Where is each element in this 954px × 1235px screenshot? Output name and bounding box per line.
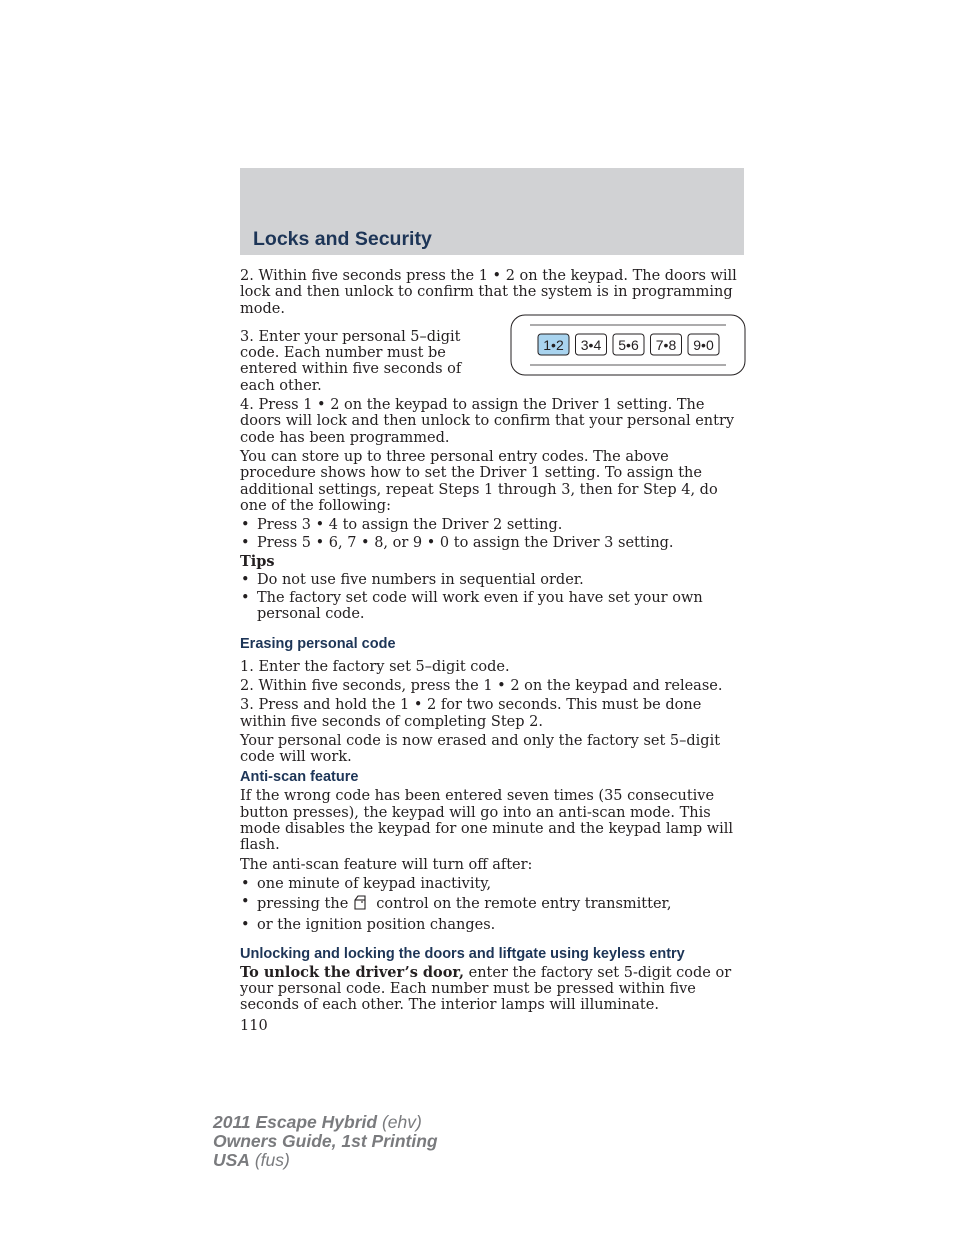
section-title: Locks and Security [253, 228, 432, 250]
keypad-key-label: 1•2 [543, 336, 564, 353]
keypad-keys [538, 334, 719, 355]
list-item: • one minute of keypad inactivity, [241, 875, 492, 892]
erase-step-1: 1. Enter the factory set 5–digit code. [240, 658, 510, 675]
keypad-key-label: 5•6 [618, 336, 639, 353]
antiscan-heading: Anti-scan feature [240, 769, 359, 786]
unlock-heading: Unlocking and locking the doors and liftgate using keyless entry [240, 945, 685, 962]
tips-list [240, 572, 744, 623]
store-codes-paragraph: You can store up to three personal entry codes. The above procedure shows how to set the Driver 1 setting. To assign the additional settings, repeat Steps 1 through 3, then for Step 4, do one of the following: [240, 448, 718, 514]
erase-step-3: 3. Press and hold the 1 • 2 for two seconds. This must be done within five seconds of completing Step 2. [240, 697, 702, 730]
page-number: 110 [240, 1017, 268, 1034]
list-item: • Press 3 • 4 to assign the Driver 2 setting. [241, 517, 563, 534]
footer-edition [213, 1113, 438, 1170]
footer-line-1: 2011 Escape Hybrid (ehv) [213, 1112, 422, 1132]
antiscan-off-intro: The anti-scan feature will turn off after: [240, 856, 533, 873]
keypad-key-label: 9•0 [693, 336, 714, 353]
list-item: • Press 5 • 6, 7 • 8, or 9 • 0 to assign the Driver 3 setting. [241, 535, 674, 552]
list-item: • The factory set code will work even if you have set your own personal code. [241, 590, 703, 623]
keypad-illustration [510, 314, 746, 376]
remote-trunk-icon [352, 894, 368, 914]
antiscan-list [240, 876, 744, 933]
step-4: 4. Press 1 • 2 on the keypad to assign the Driver 1 setting. The doors will lock and then unlock to confirm that your personal entry code has been programmed. [240, 397, 735, 446]
page-content [240, 268, 744, 1037]
erasing-heading: Erasing personal code [240, 635, 396, 652]
tips-heading: Tips [240, 552, 275, 570]
unlock-paragraph: To unlock the driver’s door, enter the factory set 5-digit code or your personal code. Each number must be pressed within five seconds of each other. The interior lamps will illuminate. [240, 963, 732, 1014]
antiscan-paragraph: If the wrong code has been entered seven times (35 consecutive button presses), the keypad will go into an anti-scan mode. This mode disables the keypad for one minute and the keypad lamp will flash. [240, 788, 734, 854]
step-2: 2. Within five seconds press the 1 • 2 on the keypad. The doors will lock and then unlock to confirm that the system is in programming mode. [240, 268, 737, 317]
section-header [240, 168, 744, 255]
keypad-key-label: 7•8 [655, 336, 677, 353]
footer-line-3: USA (fus) [213, 1150, 290, 1170]
keypad-key-label: 3•4 [580, 336, 602, 353]
erase-step-2: 2. Within five seconds, press the 1 • 2 on the keypad and release. [240, 677, 723, 694]
erase-result: Your personal code is now erased and only the factory set 5–digit code will work. [240, 732, 721, 766]
footer-line-2: Owners Guide, 1st Printing [213, 1131, 438, 1151]
step-3: 3. Enter your personal 5–digit code. Each number must be entered within five seconds of each other. [240, 328, 462, 394]
list-item: • pressing the control on the remote entry transmitter, [240, 894, 744, 914]
list-item: • Do not use five numbers in sequential order. [241, 571, 584, 588]
driver-settings-list [240, 517, 744, 552]
list-item: • or the ignition position changes. [241, 916, 496, 933]
